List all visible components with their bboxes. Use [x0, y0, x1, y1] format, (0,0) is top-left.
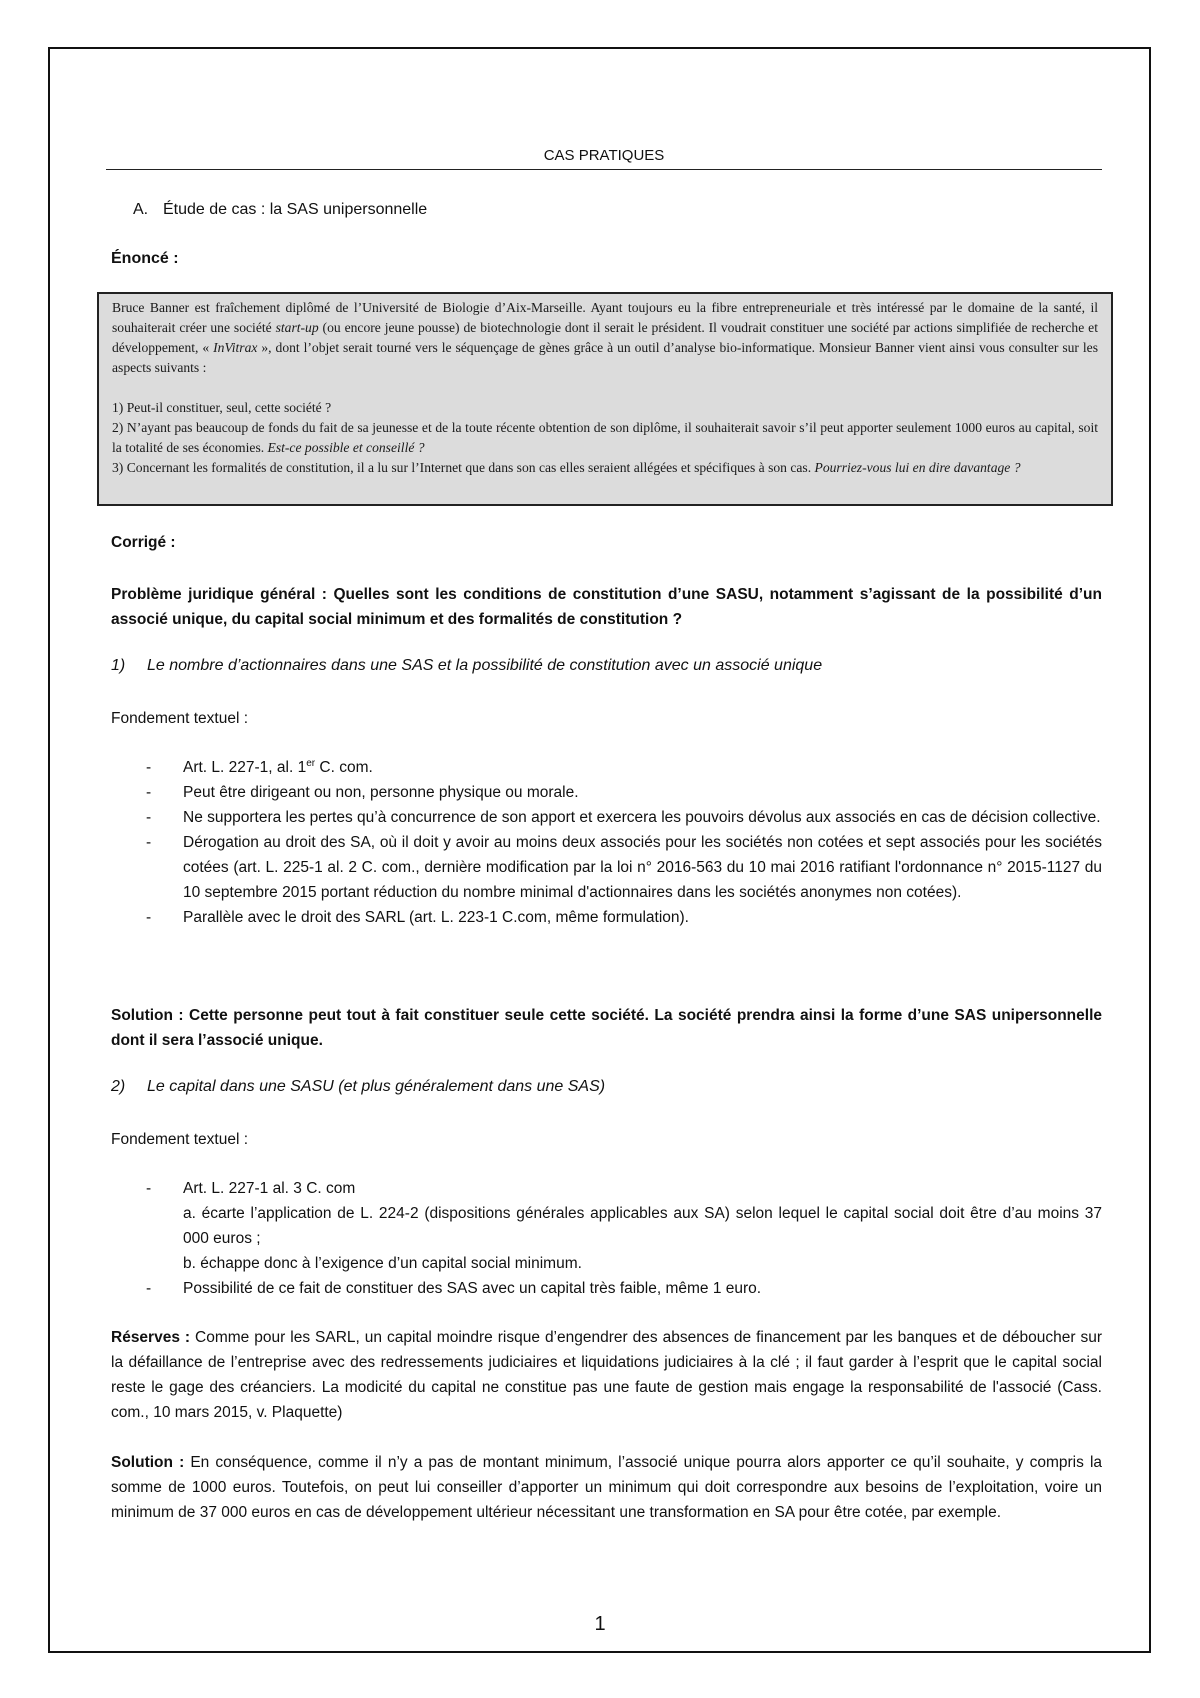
- list-item: - Parallèle avec le droit des SARL (art. L. 223-1 C.com, même formulation).: [146, 909, 689, 926]
- enonce-box: [97, 292, 1113, 506]
- part-2-list-container: [111, 1176, 1102, 1301]
- part-1-item-2-text: Peut être dirigeant ou non, personne physique ou morale.: [183, 784, 579, 801]
- part-1-number: 1): [111, 657, 126, 674]
- part-2-item-1-text: Art. L. 227-1 al. 3 C. com: [183, 1180, 356, 1197]
- enonce-label: Énoncé :: [111, 250, 179, 267]
- part-2-solution-label: Solution :: [111, 1454, 185, 1471]
- part-2-title: Le capital dans une SASU (et plus généralement dans une SAS): [147, 1078, 606, 1095]
- list-item: - Art. L. 227-1 al. 3 C. com a. écarte l’application de L. 224-2 (dispositions générales applicables aux SA) selon lequel le capital social doit être d’au moins 37 000 euros ; b. échappe donc à l’exigence d’un capital social minimum.: [146, 1180, 1102, 1272]
- section-a-heading: [133, 201, 427, 219]
- enonce-question-2-text: 2) N’ayant pas beaucoup de fonds du fait de sa jeunesse et de la toute récente obtention de son diplôme, il souhaiterait savoir s’il peut apporter seulement 1000 euros au capital, soit la totalité de ses économies.: [112, 420, 1098, 455]
- part-1-item-4-text: Dérogation au droit des SA, où il doit y avoir au moins deux associés pour les sociétés non cotées et sept associés pour les sociétés cotées (art. L. 225-1 al. 2 C. com., dernière modification par la loi n° 2016-563 du 10 mai 2016 ratifiant l'ordonnance n° 2015-1127 du 10 septembre 2015 portant réduction du nombre minimal d'actionnaires dans les sociétés anonymes non cotées).: [183, 834, 1102, 901]
- part-1-item-1-text: Art. L. 227-1, al. 1: [183, 759, 307, 776]
- enonce-question-3-italic: Pourriez-vous lui en dire davantage ?: [814, 460, 1021, 475]
- enonce-intro-end: », dont l’objet serait tourné vers le séquençage de gènes grâce à un outil d’analyse bio-informatique. Monsieur Banner vient ainsi vous consulter sur les aspects suivants :: [112, 340, 1099, 375]
- part-2-reserves-label: Réserves :: [111, 1329, 191, 1346]
- list-item: - Peut être dirigeant ou non, personne physique ou morale.: [146, 784, 579, 801]
- enonce-intro-mid: (ou encore jeune pousse) de biotechnologie dont il serait le président. Il voudrait constituer une société par actions simplifiée de recherche et développement, «: [112, 320, 1098, 355]
- enonce-question-2-italic: Est-ce possible et conseillé ?: [267, 440, 425, 455]
- part-1-solution: Solution : Cette personne peut tout à fait constituer seule cette société. La société prendra ainsi la forme d’une SAS unipersonnelle dont il sera l’associé unique.: [111, 1007, 1102, 1049]
- enonce-question-3: [112, 458, 1098, 478]
- list-item: - Dérogation au droit des SA, où il doit y avoir au moins deux associés pour les sociétés non cotées et sept associés pour les sociétés cotées (art. L. 225-1 al. 2 C. com., dernière modification par la loi n° 2016-563 du 10 mai 2016 ratifiant l'ordonnance n° 2015-1127 du 10 septembre 2015 portant réduction du nombre minimal d'actionnaires dans les sociétés anonymes non cotées).: [146, 834, 1102, 901]
- list-item: - Possibilité de ce fait de constituer des SAS avec un capital très faible, même 1 euro.: [146, 1280, 762, 1297]
- part-2-reserves: Réserves : Comme pour les SARL, un capital moindre risque d’engendrer des absences de financement par les banques et de déboucher sur la défaillance de l’entreprise avec des redressements judiciaires et liquidations judiciaires à la clé ; il faut garder à l’esprit que le capital social reste le gage des créanciers. La modicité du capital ne constitue pas une faute de gestion mais engage la responsabilité de l'associé (Cass. com., 10 mars 2015, v. Plaquette): [111, 1329, 1102, 1421]
- enonce-company-name: InVitrax: [213, 340, 258, 355]
- part-2-list: [111, 1176, 1102, 1301]
- part-1-item-5-text: Parallèle avec le droit des SARL (art. L. 223-1 C.com, même formulation).: [183, 909, 689, 926]
- part-1-item-1-post: C. com.: [315, 759, 373, 776]
- part-1-fondement-label: Fondement textuel :: [111, 710, 248, 727]
- enonce-intro: [112, 298, 1098, 378]
- part-2-solution: Solution : En conséquence, comme il n’y a pas de montant minimum, l’associé unique pourra alors apporter ce qu’il souhaite, y compris la somme de 1000 euros. Toutefois, on peut lui conseiller d’apporter un minimum qui doit correspondre aux besoins de l’exploitation, voire un minimum de 37 000 euros en cas de développement ultérieur nécessitant une transformation en SA pour être cotée, par exemple.: [111, 1454, 1103, 1521]
- enonce-startup-term: start-up: [275, 320, 319, 335]
- corrige-label: Corrigé :: [111, 534, 176, 551]
- part-2-number: 2): [111, 1078, 126, 1095]
- part-2-item-1-b: b. échappe donc à l’exigence d’un capital social minimum.: [183, 1255, 582, 1272]
- enonce-question-1: 1) Peut-il constituer, seul, cette société ?: [112, 400, 332, 415]
- part-1-item-1-sup: er: [306, 757, 316, 769]
- part-1-list: [111, 755, 1102, 930]
- enonce-intro-text: Bruce Banner est fraîchement diplômé de l’Université de Biologie d’Aix-Marseille. Ayant toujours eu la fibre entrepreneuriale et très intéressé par le domaine de la santé, il souhaiterait créer une société: [112, 300, 1098, 335]
- list-item: - Ne supportera les pertes qu’à concurrence de son apport et exercera les pouvoirs dévolus aux associés en cas de décision collective.: [146, 809, 1101, 826]
- part-1-list-container: [111, 755, 1102, 930]
- document-title: CAS PRATIQUES: [106, 147, 1102, 170]
- part-1-item-3-text: Ne supportera les pertes qu’à concurrence de son apport et exercera les pouvoirs dévolus aux associés en cas de décision collective.: [183, 809, 1101, 826]
- part-2-heading: [111, 1078, 605, 1096]
- enonce-question-2: [112, 418, 1098, 458]
- part-2-fondement-label: Fondement textuel :: [111, 1131, 248, 1148]
- part-2-item-1-a: a. écarte l’application de L. 224-2 (dispositions générales applicables aux SA) selon lequel le capital social doit être d’au moins 37 000 euros ;: [183, 1205, 1102, 1247]
- list-item: - Art. L. 227-1, al. 1er C. com.: [146, 757, 373, 776]
- section-a-letter: A.: [133, 201, 149, 218]
- part-1-heading: [111, 657, 822, 675]
- part-2-item-2-text: Possibilité de ce fait de constituer des SAS avec un capital très faible, même 1 euro.: [183, 1280, 762, 1297]
- enonce-question-3-text: 3) Concernant les formalités de constitution, il a lu sur l’Internet que dans son cas elles seraient allégées et spécifiques à son cas.: [112, 460, 815, 475]
- section-a-title: Étude de cas : la SAS unipersonnelle: [163, 201, 428, 218]
- part-1-title: Le nombre d’actionnaires dans une SAS et la possibilité de constitution avec un associé unique: [147, 657, 823, 674]
- page-number: 1: [594, 1613, 606, 1635]
- probleme-juridique: Problème juridique général : Quelles sont les conditions de constitution d’une SASU, notamment s’agissant de la possibilité d’un associé unique, du capital social minimum et des formalités de constitution ?: [111, 586, 1102, 628]
